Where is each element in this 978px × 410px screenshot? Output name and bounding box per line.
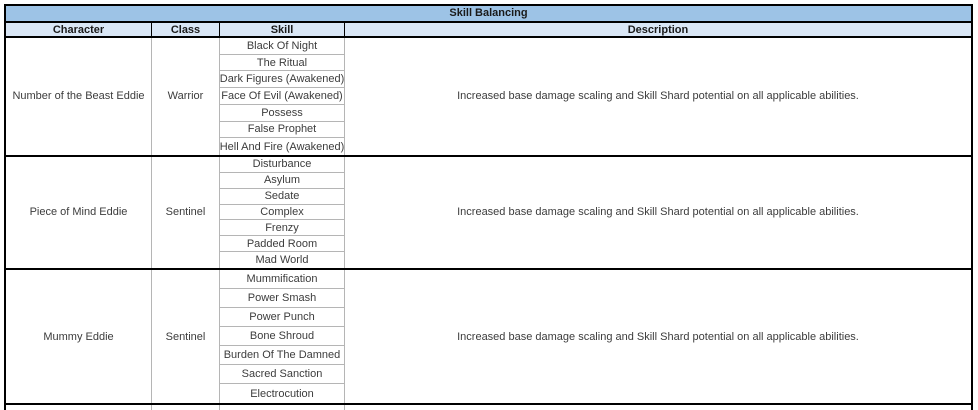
column-header-class[interactable]: Class bbox=[152, 23, 220, 36]
skill-cell[interactable]: Possess bbox=[220, 105, 345, 122]
skill-cell[interactable]: Complex bbox=[220, 205, 345, 221]
character-cell[interactable]: Piece of Mind Eddie bbox=[6, 157, 152, 268]
skill-cell[interactable]: Face Of Evil (Awakened) bbox=[220, 88, 345, 105]
skill-cell[interactable]: Power Smash bbox=[220, 289, 345, 308]
skill-cell[interactable]: The Ritual bbox=[220, 55, 345, 72]
character-cell[interactable]: Mummy Eddie bbox=[6, 270, 152, 403]
column-header-skill[interactable]: Skill bbox=[220, 23, 345, 36]
character-group-number-of-the-beast-eddie bbox=[6, 38, 971, 157]
skill-cell[interactable]: Padded Room bbox=[220, 236, 345, 252]
skill-cell[interactable]: Mummification bbox=[220, 270, 345, 289]
table-title[interactable]: Skill Balancing bbox=[6, 6, 971, 23]
skill-cell[interactable]: Dark Figures (Awakened) bbox=[220, 71, 345, 88]
skill-cell[interactable]: Bone Shroud bbox=[220, 327, 345, 346]
skill-cell[interactable]: Black Of Night bbox=[220, 38, 345, 55]
skill-cell[interactable]: Hell And Fire (Awakened) bbox=[220, 138, 345, 155]
table-header-row bbox=[6, 23, 971, 38]
character-cell[interactable]: Number of the Beast Eddie bbox=[6, 38, 152, 155]
column-header-description[interactable]: Description bbox=[627, 23, 689, 36]
column-header-character[interactable]: Character bbox=[6, 23, 152, 36]
skill-cell[interactable]: Asylum bbox=[220, 173, 345, 189]
skill-cell[interactable]: Mad World bbox=[220, 252, 345, 268]
skill-cell[interactable]: Disturbance bbox=[220, 157, 345, 173]
character-group-piece-of-mind-eddie bbox=[6, 157, 971, 270]
class-cell[interactable]: Sentinel bbox=[152, 270, 220, 403]
skill-cell[interactable]: Power Punch bbox=[220, 308, 345, 327]
skill-cell[interactable]: False Prophet bbox=[220, 122, 345, 139]
next-row-description-cell bbox=[345, 405, 971, 410]
skill-cell[interactable]: Frenzy bbox=[220, 220, 345, 236]
next-row-skill-cell bbox=[220, 405, 345, 410]
class-cell[interactable]: Warrior bbox=[152, 38, 220, 155]
skill-cell[interactable]: Burden Of The Damned bbox=[220, 346, 345, 365]
next-row-partial bbox=[6, 405, 971, 410]
skill-cell[interactable]: Sacred Sanction bbox=[220, 365, 345, 384]
skill-balancing-table bbox=[4, 4, 973, 410]
skill-cell[interactable]: Electrocution bbox=[220, 384, 345, 403]
class-cell[interactable]: Sentinel bbox=[152, 157, 220, 268]
character-group-mummy-eddie bbox=[6, 270, 971, 405]
next-row-character-cell bbox=[6, 405, 152, 410]
skill-cell[interactable]: Sedate bbox=[220, 189, 345, 205]
description-cell[interactable]: Increased base damage scaling and Skill Shard potential on all applicable abilities. bbox=[345, 157, 971, 268]
next-row-class-cell bbox=[152, 405, 220, 410]
description-cell[interactable]: Increased base damage scaling and Skill Shard potential on all applicable abilities. bbox=[345, 270, 971, 403]
description-cell[interactable]: Increased base damage scaling and Skill Shard potential on all applicable abilities. bbox=[345, 38, 971, 155]
